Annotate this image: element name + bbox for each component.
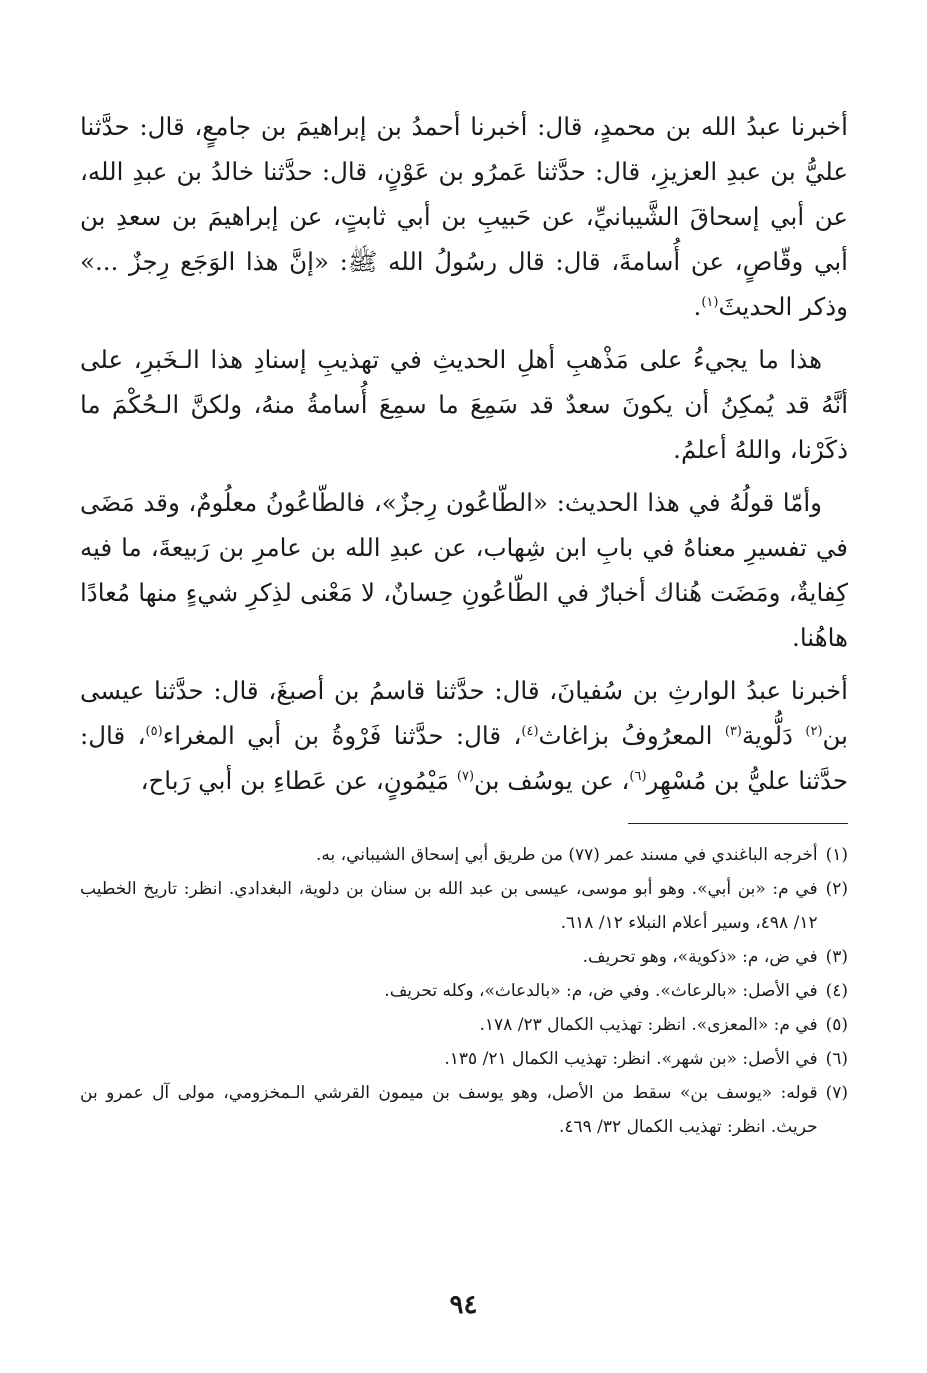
paragraph-text: المعرُوفُ بزاغاث (538, 721, 725, 750)
footnote-reference[interactable]: (٣) (724, 723, 742, 739)
footnote-2 (80, 872, 848, 940)
footnote-reference[interactable]: (٦) (629, 768, 647, 784)
paragraph-4 (80, 668, 848, 803)
paragraph-text: ، قال: حدَّثنا عليُّ بن مُسْهِر (80, 721, 848, 795)
footnote-1 (80, 838, 848, 872)
footnote-reference[interactable]: (١) (701, 294, 719, 310)
footnote-6 (80, 1042, 848, 1076)
footnote-reference[interactable]: (٥) (145, 723, 163, 739)
footnote-text: في الأصل: «بن شهر». انظر: تهذيب الكمال ٢١/ ١٣٥. (444, 1049, 818, 1069)
footnote-number: (٧) (825, 1083, 848, 1103)
paragraph-1 (80, 104, 848, 329)
footnotes (80, 838, 848, 1144)
main-text (80, 104, 848, 803)
paragraph-text: هذا ما يجيءُ على مَذْهبِ أهلِ الحديثِ في تهذيبِ إسنادِ هذا الـخَبرِ، على أنَّهُ قد يُمكِنُ أن يكونَ سعدٌ قد سَمِعَ ما سمِعَ أُسامةُ منهُ، ولكنَّ الـحُكْمَ ما ذكَرْنا، واللهُ أعلمُ. (80, 345, 848, 464)
paragraph-text: أخبرنا عبدُ الوارثِ بن سُفيانَ، قال: حدَّثنا قاسمُ بن أصبغَ، قال: حدَّثنا عيسى بن (80, 676, 848, 750)
footnote-reference[interactable]: (٧) (456, 768, 475, 784)
footnote-7 (80, 1076, 848, 1144)
footnote-number: (٣) (825, 947, 848, 967)
paragraph-text: . (693, 292, 702, 321)
footnote-number: (٢) (825, 879, 848, 899)
footnote-text: في م: «المعزى». انظر: تهذيب الكمال ٢٣/ ١٧٨. (479, 1015, 818, 1035)
paragraph-text: ، عن يوسُف بن (474, 766, 630, 795)
footnote-reference[interactable]: (٤) (521, 723, 539, 739)
paragraph-text: دَلُّوية (741, 721, 806, 750)
footnote-5 (80, 1008, 848, 1042)
footnote-number: (٤) (825, 981, 848, 1001)
paragraph-3 (80, 480, 848, 660)
footnote-separator (628, 823, 848, 824)
footnote-text: في ض، م: «ذكوية»، وهو تحريف. (582, 947, 818, 967)
footnote-number: (٥) (825, 1015, 848, 1035)
paragraph-text: مَيْمُونٍ، عن عَطاءِ بن أبي رَباح، (140, 766, 457, 795)
book-page (80, 104, 848, 1144)
footnote-4 (80, 974, 848, 1008)
paragraph-text: أخبرنا عبدُ الله بن محمدٍ، قال: أخبرنا أحمدُ بن إبراهيمَ بن جامعٍ، قال: حدَّثنا عليُّ بن عبدِ العزيزِ، قال: حدَّثنا عَمرُو بن عَوْنٍ، قال: حدَّثنا خالدُ بن عبدِ الله، عن أبي إسحاقَ الشَّيبانيِّ، عن حَبيبِ بن أبي ثابتٍ، عن إبراهيمَ بن سعدِ بن أبي وقّاصٍ، عن أُسامةَ، قال: قال رسُولُ الله ﷺ: «إنَّ هذا الوَجَع رِجزٌ ...» وذكر الحديثَ (80, 112, 848, 321)
page-number: ٩٤ (449, 1290, 478, 1320)
footnote-text: في م: «بن أبي». وهو أبو موسى، عيسى بن عبد الله بن سنان بن دلوية، البغدادي. انظر: تاريخ الخطيب ١٢/ ٤٩٨، وسير أعلام النبلاء ١٢/ ٦١٨. (80, 879, 818, 933)
paragraph-2 (80, 337, 848, 472)
footnote-text: في الأصل: «بالرعاث». وفي ض، م: «بالدعاث»، وكله تحريف. (384, 981, 818, 1001)
paragraph-text: وأمّا قولُهُ في هذا الحديث: «الطّاعُون رِجزٌ»، فالطّاعُونُ معلُومٌ، وقد مَضَى في تفسيرِ معناهُ في بابِ ابن شِهاب، عن عبدِ الله بن عامرِ بن رَبيعةَ، ما فيه كِفايةٌ، ومَضَت هُناك أخبارٌ في الطّاعُونِ حِسانٌ، لا مَعْنى لذِكرِ شيءٍ منها مُعادًا هاهُنا. (80, 488, 848, 652)
paragraph-text: ، قال: حدَّثنا فَرْوةُ بن أبي المغراء (162, 721, 522, 750)
footnote-text: أخرجه الباغندي في مسند عمر (٧٧) من طريق أبي إسحاق الشيباني، به. (315, 845, 818, 865)
footnote-number: (١) (825, 845, 848, 865)
footnote-text: قوله: «يوسف بن» سقط من الأصل، وهو يوسف بن ميمون القرشي الـمخزومي، مولى آل عمرو بن حريث. انظر: تهذيب الكمال ٣٢/ ٤٦٩. (80, 1083, 818, 1137)
footnote-reference[interactable]: (٢) (805, 723, 823, 739)
footnote-3 (80, 940, 848, 974)
footnote-number: (٦) (825, 1049, 848, 1069)
